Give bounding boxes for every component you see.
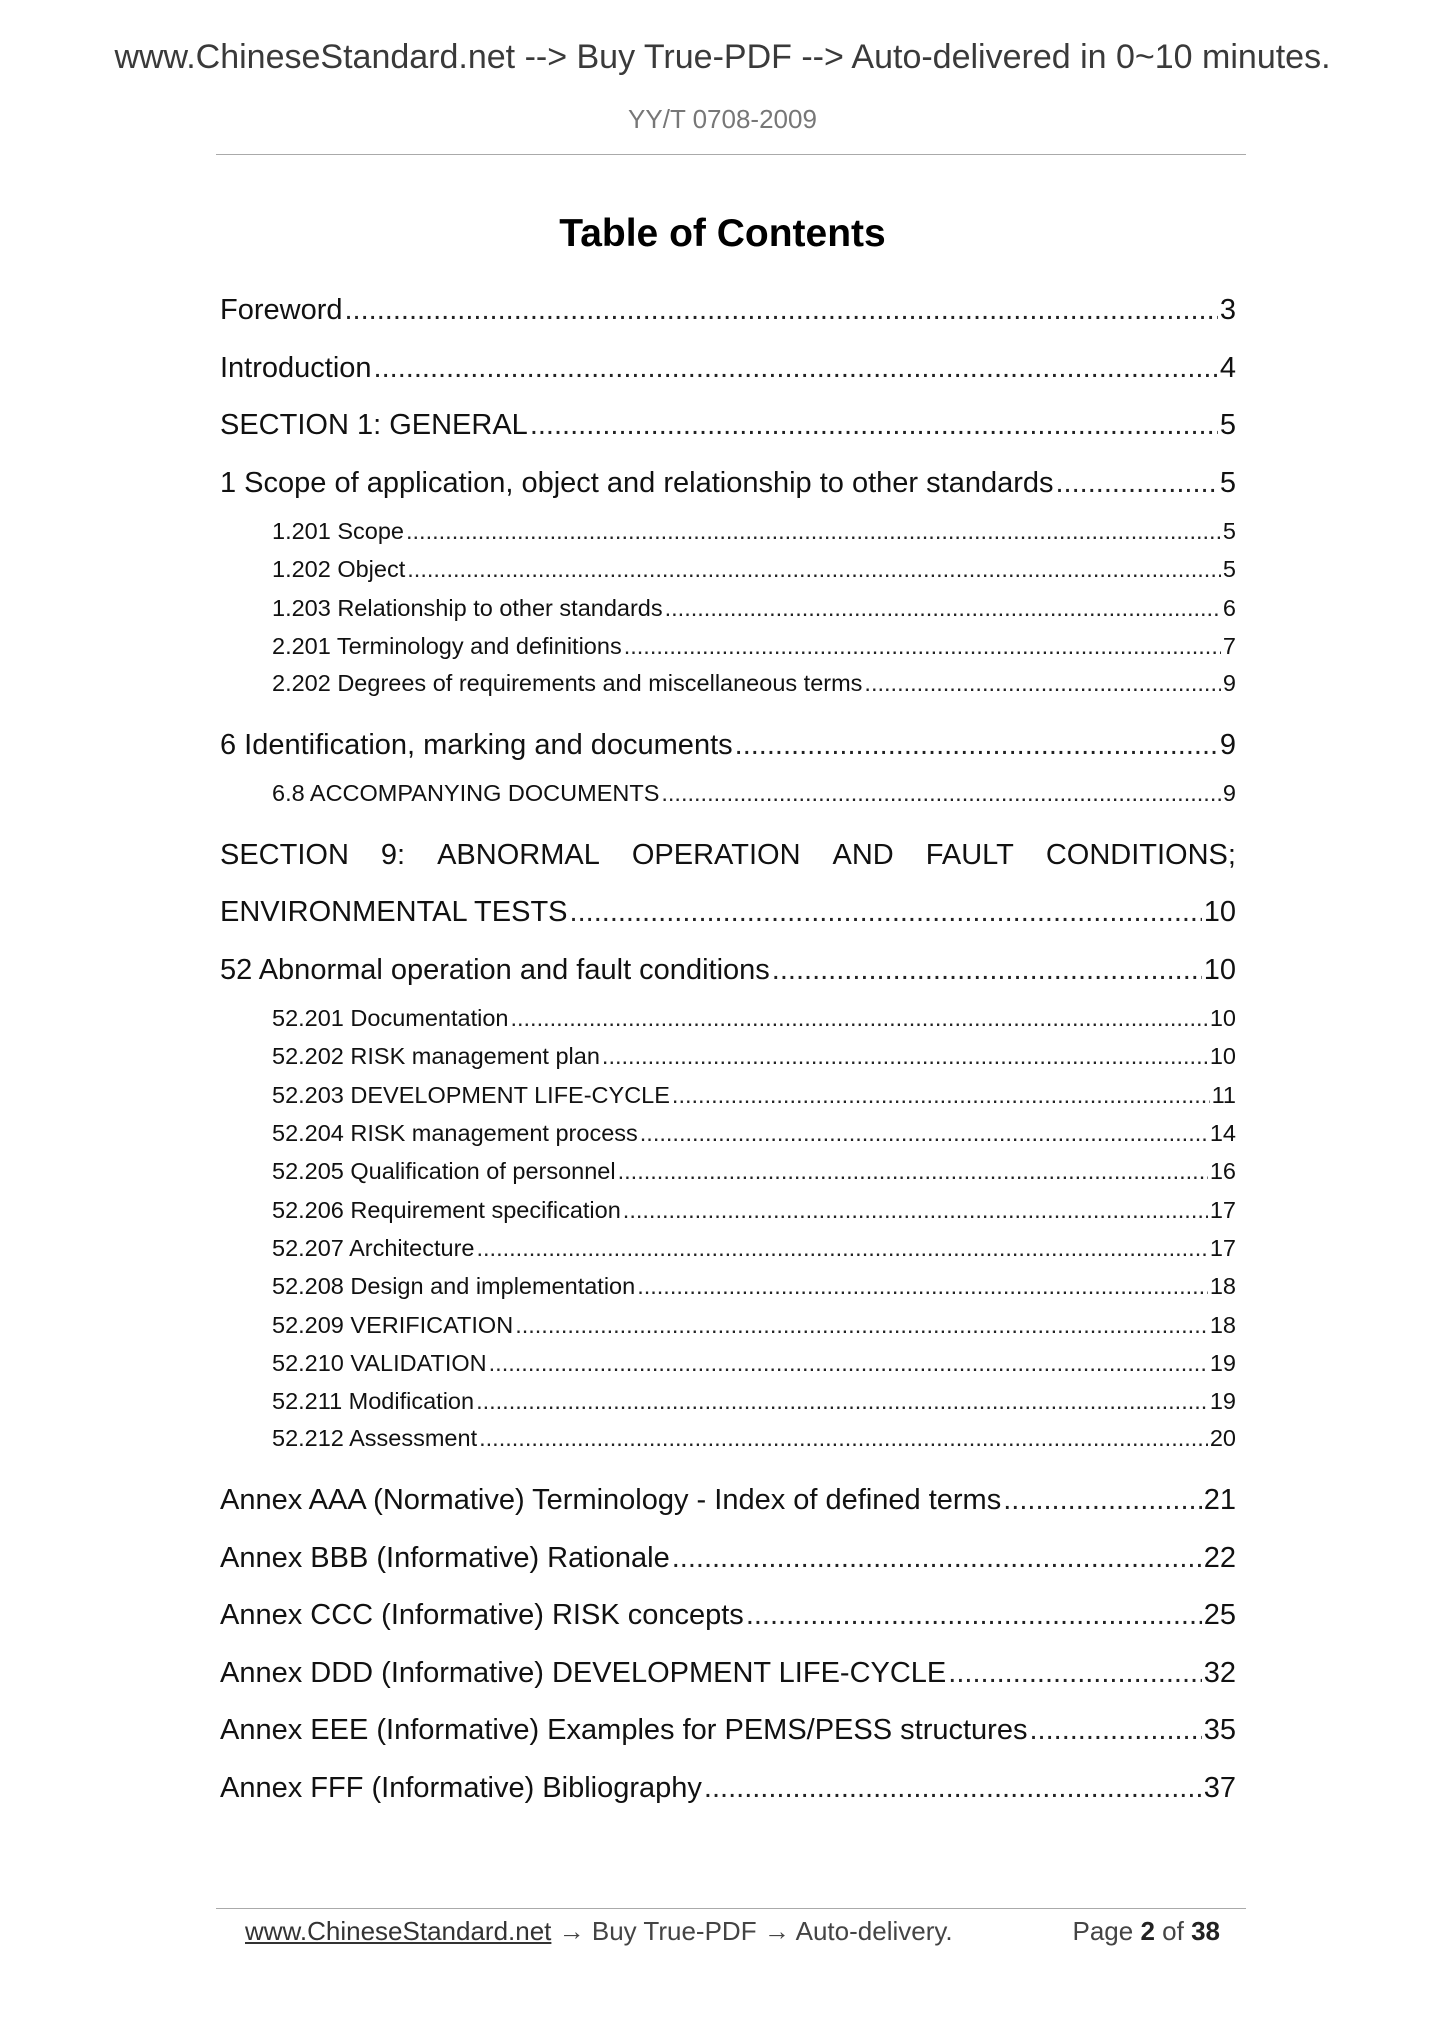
leader-dots bbox=[661, 775, 1221, 811]
toc-subentry[interactable] bbox=[220, 589, 1236, 627]
toc-entry[interactable] bbox=[220, 827, 1236, 885]
toc-entry-label: SECTION 1: GENERAL bbox=[220, 409, 528, 441]
toc-entry-page: 18 bbox=[1209, 1311, 1236, 1338]
leader-dots bbox=[746, 1587, 1202, 1645]
toc-entry-label: 52.206 Requirement specification bbox=[272, 1196, 621, 1223]
toc-entry-page: 3 bbox=[1219, 294, 1236, 326]
toc-entry-label: 52.207 Architecture bbox=[272, 1234, 475, 1261]
toc-entry-label: Annex AAA (Normative) Terminology - Index of defined terms bbox=[220, 1484, 1002, 1517]
footer-delivery-text: Auto-delivery. bbox=[795, 1916, 953, 1946]
top-banner: www.ChineseStandard.net --> Buy True-PDF --> Auto-delivered in 0~10 minutes. bbox=[114, 38, 1331, 76]
toc-entry-page: 17 bbox=[1209, 1234, 1236, 1261]
toc-entry-word: ABNORMAL bbox=[437, 838, 600, 871]
toc-entry[interactable] bbox=[220, 717, 1236, 775]
toc-entry-page: 20 bbox=[1209, 1425, 1236, 1452]
toc-entry-word: AND bbox=[832, 838, 894, 871]
toc-entry-page: 9 bbox=[1222, 779, 1236, 806]
toc-subentry[interactable] bbox=[220, 1229, 1236, 1267]
toc-entry-word: FAULT bbox=[925, 838, 1014, 871]
toc-entry-page: 9 bbox=[1222, 670, 1236, 697]
toc-entry-page: 11 bbox=[1211, 1081, 1236, 1108]
document-code: YY/T 0708-2009 bbox=[628, 104, 817, 134]
toc-subentry[interactable] bbox=[220, 1420, 1236, 1472]
toc-entry-label: 2.201 Terminology and definitions bbox=[272, 632, 622, 659]
toc-entry-label: 52.212 Assessment bbox=[272, 1425, 478, 1452]
toc-entry-label: 52.211 Modification bbox=[272, 1388, 475, 1415]
toc-entry-label: 52.205 Qualification of personnel bbox=[272, 1158, 616, 1185]
toc-subentry[interactable] bbox=[220, 1267, 1236, 1305]
toc-entry-label: 52.202 RISK management plan bbox=[272, 1043, 600, 1070]
footer-site-link[interactable]: www.ChineseStandard.net bbox=[245, 1916, 552, 1946]
toc-entry-word: OPERATION bbox=[631, 838, 801, 871]
leader-dots bbox=[530, 397, 1218, 455]
leader-dots bbox=[476, 1382, 1208, 1420]
leader-dots bbox=[672, 1076, 1210, 1114]
toc-entry-label: Annex CCC (Informative) RISK concepts bbox=[220, 1599, 744, 1632]
toc-subentry[interactable] bbox=[220, 1152, 1236, 1190]
page-total: 38 bbox=[1191, 1916, 1220, 1946]
arrow-icon: → bbox=[763, 1916, 790, 1946]
toc-entry-label: 1.202 Object bbox=[272, 556, 406, 583]
toc-entry-page: 10 bbox=[1209, 1043, 1236, 1070]
toc-entry[interactable] bbox=[220, 340, 1236, 398]
toc-title: Table of Contents bbox=[559, 212, 886, 255]
toc-entry-page: 5 bbox=[1219, 466, 1236, 499]
leader-dots bbox=[772, 942, 1202, 1000]
toc-subentry[interactable] bbox=[220, 1344, 1236, 1382]
toc-entry-page: 18 bbox=[1209, 1273, 1236, 1300]
leader-dots bbox=[1029, 1702, 1201, 1760]
leader-dots bbox=[948, 1645, 1201, 1703]
toc-subentry[interactable] bbox=[220, 1191, 1236, 1229]
toc-entry-label: Introduction bbox=[220, 351, 372, 384]
toc-entry-page: 19 bbox=[1209, 1388, 1236, 1415]
toc-entry[interactable] bbox=[220, 1587, 1236, 1645]
toc-entry-label: 52.204 RISK management process bbox=[272, 1120, 638, 1147]
toc-entry-page: 22 bbox=[1203, 1541, 1236, 1574]
toc-entry-label: 52.210 VALIDATION bbox=[272, 1349, 487, 1376]
toc-entry-page: 21 bbox=[1203, 1484, 1236, 1517]
leader-dots bbox=[510, 999, 1207, 1037]
toc-entry[interactable] bbox=[220, 1530, 1236, 1588]
toc-entry-page: 32 bbox=[1203, 1656, 1236, 1689]
toc-subentry[interactable] bbox=[220, 1037, 1236, 1075]
toc-subentry[interactable] bbox=[220, 1382, 1236, 1420]
toc-entry-page: 10 bbox=[1203, 896, 1236, 929]
toc-entry-page: 16 bbox=[1209, 1158, 1236, 1185]
leader-dots bbox=[623, 1191, 1208, 1229]
leader-dots bbox=[704, 1760, 1202, 1818]
toc-entry-label: Annex EEE (Informative) Examples for PEMS/PESS structures bbox=[220, 1714, 1028, 1747]
toc-entry-label: Annex DDD (Informative) DEVELOPMENT LIFE-CYCLE bbox=[220, 1656, 947, 1689]
page-number: 2 bbox=[1140, 1916, 1155, 1946]
toc-entry-page: 35 bbox=[1203, 1714, 1236, 1747]
page-indicator bbox=[1072, 1916, 1220, 1947]
toc-entry-page: 25 bbox=[1203, 1599, 1236, 1632]
toc-subentry[interactable] bbox=[220, 999, 1236, 1037]
leader-dots bbox=[640, 1114, 1208, 1152]
toc-entry-page: 4 bbox=[1219, 351, 1236, 384]
toc-entry-word: SECTION bbox=[220, 838, 349, 871]
toc-subentry[interactable] bbox=[220, 1306, 1236, 1344]
toc-entry[interactable] bbox=[220, 884, 1236, 942]
leader-dots bbox=[345, 282, 1218, 340]
toc-entry-label: Annex BBB (Informative) Rationale bbox=[220, 1541, 670, 1574]
leader-dots bbox=[374, 340, 1218, 398]
of-word: of bbox=[1162, 1916, 1184, 1946]
leader-dots bbox=[665, 589, 1221, 627]
toc-entry-page: 10 bbox=[1209, 1005, 1236, 1032]
toc-entry-page: 5 bbox=[1219, 409, 1236, 441]
leader-dots bbox=[735, 717, 1218, 775]
leader-dots bbox=[479, 1420, 1208, 1456]
toc-entry[interactable] bbox=[220, 397, 1236, 455]
leader-dots bbox=[672, 1530, 1202, 1588]
toc-entry-label: 52.201 Documentation bbox=[272, 1005, 509, 1032]
toc-entry-label: 2.202 Degrees of requirements and miscellaneous terms bbox=[272, 670, 863, 697]
footer-buy-text: Buy True-PDF bbox=[591, 1916, 757, 1946]
toc-entry[interactable] bbox=[220, 1760, 1236, 1818]
leader-dots bbox=[570, 884, 1202, 942]
toc-entry[interactable] bbox=[220, 1472, 1236, 1530]
toc-subentry[interactable] bbox=[220, 512, 1236, 550]
toc-entry-page: 9 bbox=[1219, 729, 1236, 762]
toc-entry-word: CONDITIONS; bbox=[1045, 838, 1236, 871]
toc-entry-page: 5 bbox=[1222, 556, 1236, 583]
page-footer bbox=[245, 1916, 1220, 1947]
toc-entry-word: 9: bbox=[380, 838, 406, 871]
toc-subentry[interactable] bbox=[220, 775, 1236, 827]
leader-dots bbox=[406, 512, 1221, 550]
toc-entry-page: 37 bbox=[1203, 1771, 1236, 1804]
leader-dots bbox=[477, 1229, 1208, 1267]
leader-dots bbox=[1003, 1472, 1202, 1530]
arrow-icon: → bbox=[558, 1916, 585, 1946]
toc-entry-label: 1 Scope of application, object and relationship to other standards bbox=[220, 466, 1054, 499]
toc-entry-label: 6 Identification, marking and documents bbox=[220, 729, 733, 762]
toc-entry-page: 7 bbox=[1222, 632, 1236, 659]
toc-subentry[interactable] bbox=[220, 550, 1236, 588]
leader-dots bbox=[637, 1267, 1208, 1305]
leader-dots bbox=[864, 665, 1221, 701]
toc-entry-label: ENVIRONMENTAL TESTS bbox=[220, 896, 568, 929]
toc-subentry[interactable] bbox=[220, 627, 1236, 665]
toc-entry-page: 10 bbox=[1203, 953, 1236, 986]
toc-entry-page: 17 bbox=[1209, 1196, 1236, 1223]
toc-subentry[interactable] bbox=[220, 665, 1236, 717]
toc-entry[interactable] bbox=[220, 1645, 1236, 1703]
toc-entry-label: 52.209 VERIFICATION bbox=[272, 1311, 514, 1338]
toc-entry-label: 52.208 Design and implementation bbox=[272, 1273, 636, 1300]
leader-dots bbox=[602, 1037, 1208, 1075]
footer-divider bbox=[216, 1908, 1246, 1909]
toc-entry[interactable] bbox=[220, 1702, 1236, 1760]
toc-entry[interactable] bbox=[220, 455, 1236, 513]
header-divider bbox=[216, 154, 1246, 155]
toc-entry-label: 52 Abnormal operation and fault conditions bbox=[220, 953, 770, 986]
toc-entry-label: 1.203 Relationship to other standards bbox=[272, 594, 663, 621]
leader-dots bbox=[1056, 455, 1218, 513]
leader-dots bbox=[618, 1152, 1208, 1190]
leader-dots bbox=[489, 1344, 1208, 1382]
toc-entry-label: Foreword bbox=[220, 294, 343, 326]
toc-entry-label: 52.203 DEVELOPMENT LIFE-CYCLE bbox=[272, 1081, 670, 1108]
toc-entry-label: 1.201 Scope bbox=[272, 518, 404, 544]
leader-dots bbox=[624, 627, 1221, 665]
toc-entry-label: Annex FFF (Informative) Bibliography bbox=[220, 1771, 702, 1804]
toc-subentry[interactable] bbox=[220, 1114, 1236, 1152]
toc-subentry[interactable] bbox=[220, 1076, 1236, 1114]
toc-entry-page: 14 bbox=[1209, 1120, 1236, 1147]
toc-entry-page: 19 bbox=[1209, 1349, 1236, 1376]
toc-entry-label: 6.8 ACCOMPANYING DOCUMENTS bbox=[272, 779, 660, 806]
table-of-contents bbox=[220, 282, 1236, 1817]
toc-entry-page: 5 bbox=[1222, 518, 1236, 544]
leader-dots bbox=[515, 1306, 1208, 1344]
toc-entry-page: 6 bbox=[1222, 594, 1236, 621]
page-word: Page bbox=[1072, 1916, 1134, 1946]
leader-dots bbox=[407, 550, 1221, 588]
toc-entry[interactable] bbox=[220, 282, 1236, 340]
toc-entry[interactable] bbox=[220, 942, 1236, 1000]
